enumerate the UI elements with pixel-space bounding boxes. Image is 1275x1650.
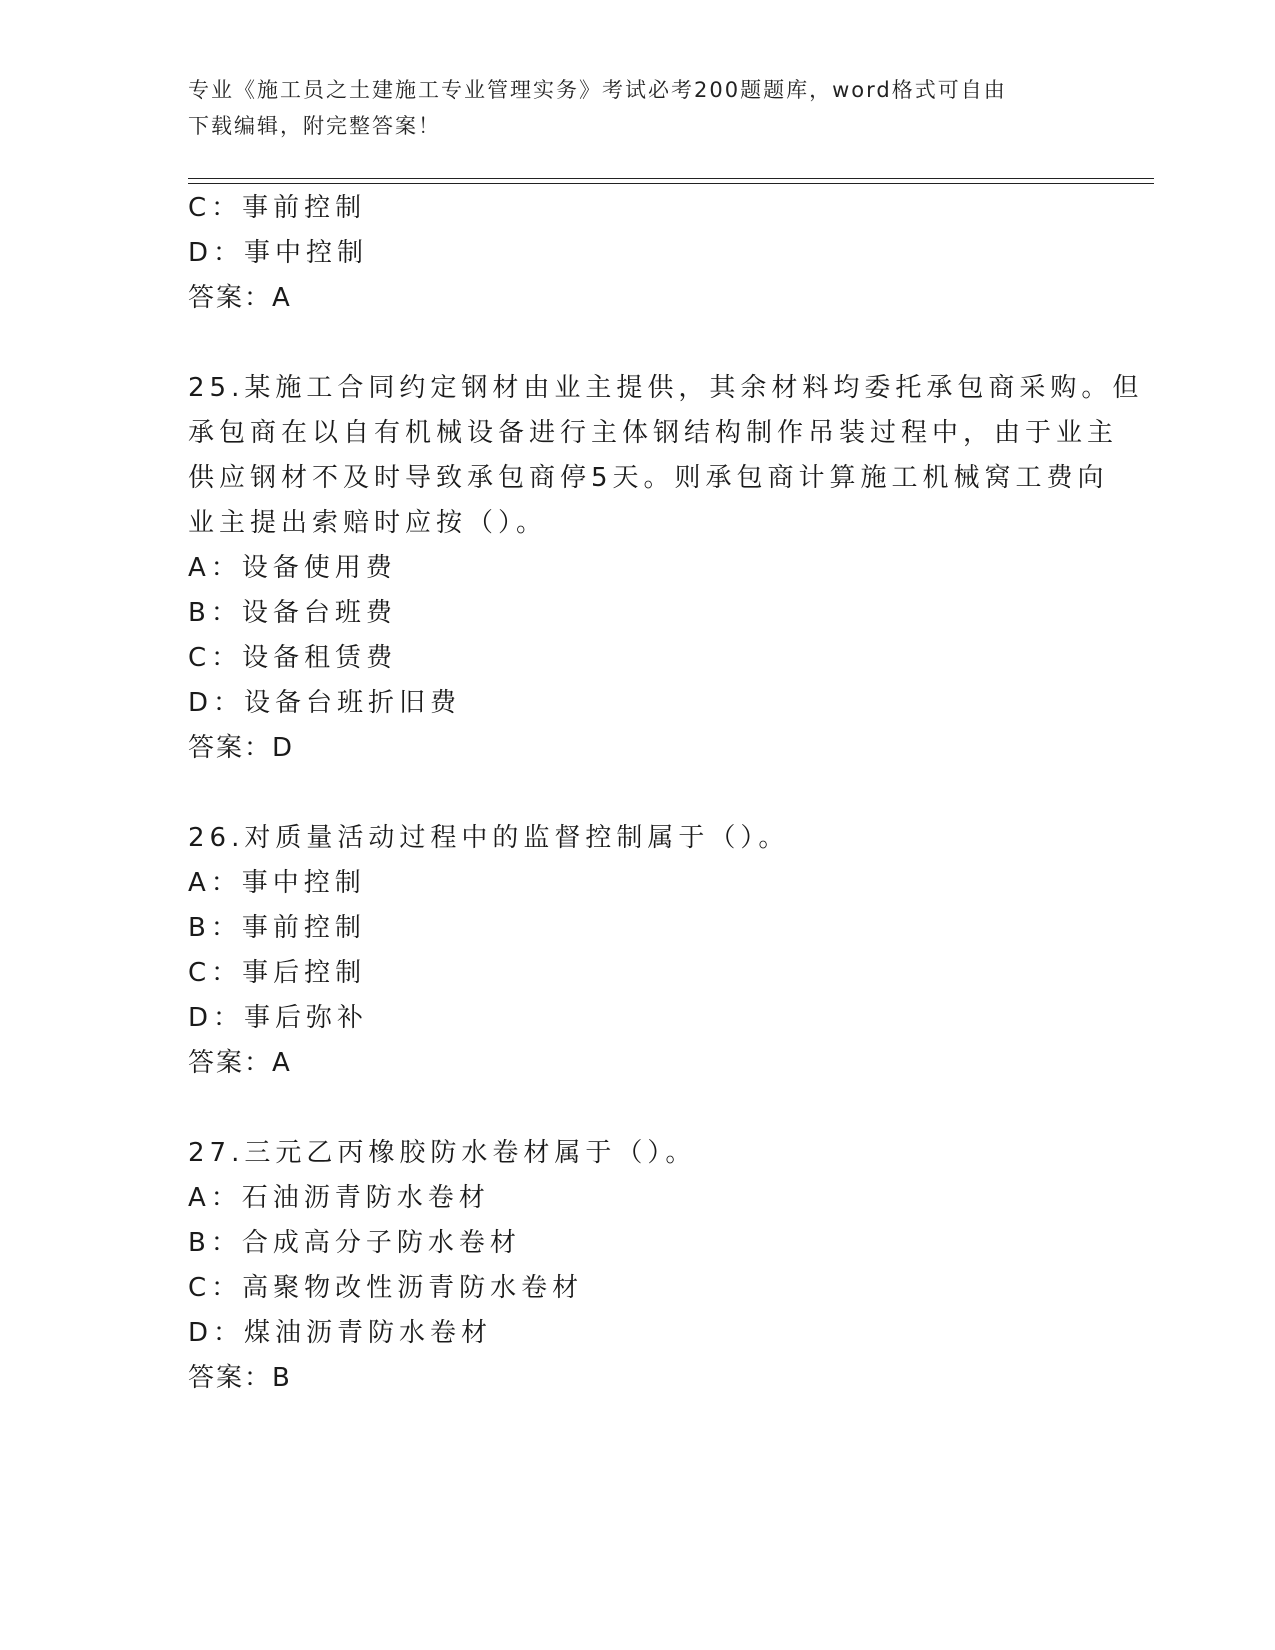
- question-24-option-c: C：事前控制: [188, 193, 367, 223]
- question-25-stem-line-1: 25.某施工合同约定钢材由业主提供，其余材料均委托承包商采购。但: [188, 373, 1144, 403]
- question-27-stem-line-1: 27.三元乙丙橡胶防水卷材属于（）。: [188, 1138, 697, 1168]
- question-25-option-c: C：设备租赁费: [188, 643, 398, 673]
- question-26-stem-line-1: 26.对质量活动过程中的监督控制属于（）。: [188, 823, 790, 853]
- question-25-stem-line-2: 承包商在以自有机械设备进行主体钢结构制作吊装过程中，由于业主: [188, 418, 1119, 448]
- question-25-option-d: D：设备台班折旧费: [188, 688, 462, 718]
- question-26-option-a: A：事中控制: [188, 868, 366, 898]
- document-header: [188, 72, 1068, 144]
- question-25-option-a: A：设备使用费: [188, 553, 397, 583]
- question-26-option-b: B：事前控制: [188, 913, 366, 943]
- header-divider-top: [188, 178, 1154, 179]
- question-27-option-c: C：高聚物改性沥青防水卷材: [188, 1273, 584, 1303]
- question-27-option-a: A：石油沥青防水卷材: [188, 1183, 490, 1213]
- header-line-1: 专业《施工员之土建施工专业管理实务》考试必考200题题库，word格式可自由: [188, 78, 1007, 102]
- question-27-option-d: D：煤油沥青防水卷材: [188, 1318, 493, 1348]
- question-24-option-d: D：事中控制: [188, 238, 369, 268]
- question-26-option-d: D：事后弥补: [188, 1003, 369, 1033]
- question-24-answer: 答案：A: [188, 283, 292, 313]
- question-26-answer: 答案：A: [188, 1048, 292, 1078]
- question-25-stem-line-4: 业主提出索赔时应按（）。: [188, 508, 548, 538]
- question-25-stem-line-3: 供应钢材不及时导致承包商停5天。则承包商计算施工机械窝工费向: [188, 463, 1109, 493]
- question-27-option-b: B：合成高分子防水卷材: [188, 1228, 521, 1258]
- question-25-answer: 答案：D: [188, 733, 295, 763]
- question-27-answer: 答案：B: [188, 1363, 292, 1393]
- header-line-2: 下载编辑，附完整答案！: [188, 114, 441, 138]
- question-25-option-b: B：设备台班费: [188, 598, 397, 628]
- question-26-option-c: C：事后控制: [188, 958, 367, 988]
- header-divider-bottom: [188, 183, 1154, 184]
